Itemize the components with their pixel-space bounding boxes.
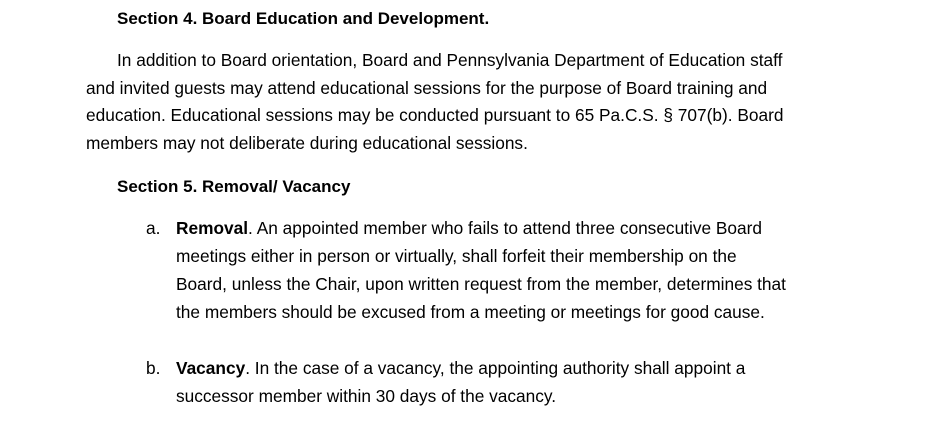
list-item-first-line bbox=[176, 354, 906, 382]
section-5-heading: Section 5. Removal/ Vacancy bbox=[117, 177, 351, 196]
list-item-first-line-text: . An appointed member who fails to attend three consecutive Board bbox=[248, 218, 762, 238]
list-item-line: meetings either in person or virtually, shall forfeit their membership on the bbox=[176, 246, 737, 266]
section-4-heading: Section 4. Board Education and Development. bbox=[117, 9, 490, 28]
list-item-line: Board, unless the Chair, upon written request from the member, determines that bbox=[176, 274, 786, 294]
list-item-line: the members should be excused from a meeting or meetings for good cause. bbox=[176, 302, 765, 322]
list-marker: a. bbox=[146, 218, 161, 238]
list-item-first-line bbox=[176, 214, 906, 242]
paragraph-line: members may not deliberate during educational sessions. bbox=[86, 132, 528, 153]
paragraph-line: and invited guests may attend educational sessions for the purpose of Board training and bbox=[86, 77, 768, 98]
list-item-term: Removal bbox=[176, 218, 249, 238]
list-marker: b. bbox=[146, 358, 161, 378]
list-item-body bbox=[176, 354, 906, 410]
list-item-term: Vacancy bbox=[176, 358, 246, 378]
list-item-body bbox=[176, 214, 906, 326]
list-item-first-line-text: . In the case of a vacancy, the appointing authority shall appoint a bbox=[245, 358, 746, 378]
paragraph-line: In addition to Board orientation, Board and Pennsylvania Department of Education staff bbox=[117, 50, 783, 70]
list-item-line: successor member within 30 days of the vacancy. bbox=[176, 386, 557, 406]
paragraph-line: education. Educational sessions may be conducted pursuant to 65 Pa.C.S. § 707(b). Board bbox=[86, 105, 784, 125]
section-4-paragraph bbox=[86, 47, 886, 157]
